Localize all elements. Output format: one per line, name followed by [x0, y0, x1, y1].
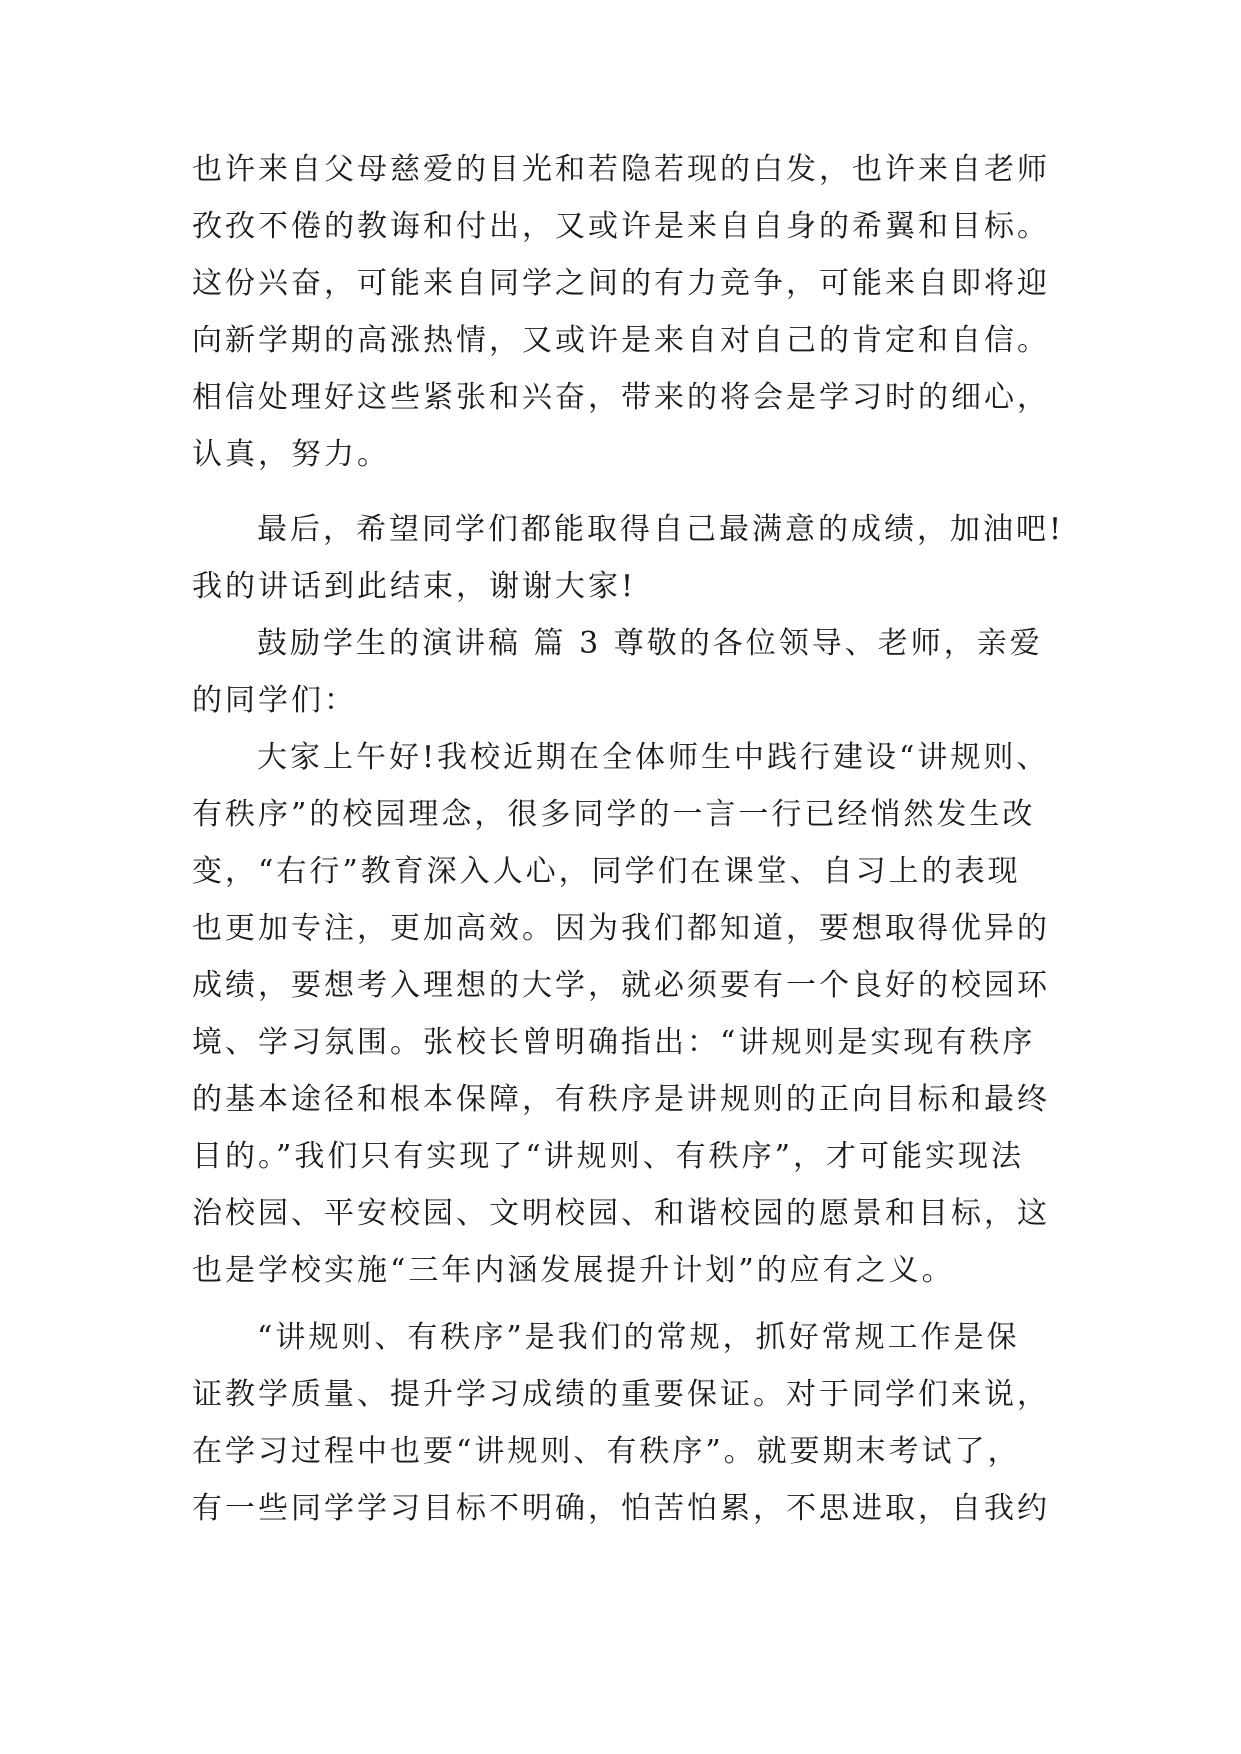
- paragraph-line: 的基本途径和根本保障，有秩序是讲规则的正向目标和最终: [192, 1082, 1050, 1117]
- paragraph-line: 也更加专注，更加高效。因为我们都知道，要想取得优异的: [192, 911, 1050, 946]
- paragraph-line: 我的讲话到此结束，谢谢大家!: [192, 569, 637, 604]
- paragraph-line: 成绩，要想考入理想的大学，就必须要有一个良好的校园环: [192, 968, 1050, 1003]
- paragraph-line: 也是学校实施“三年内涵发展提升计划”的应有之义。: [192, 1253, 955, 1288]
- paragraph-line: 在学习过程中也要“讲规则、有秩序”。就要期末考试了，: [192, 1434, 1021, 1469]
- paragraph-line: 有秩序”的校园理念，很多同学的一言一行已经悄然发生改: [192, 797, 1036, 832]
- paragraph-line: 也许来自父母慈爱的目光和若隐若现的白发，也许来自老师: [192, 152, 1050, 187]
- paragraph-line: “讲规则、有秩序”是我们的常规，抓好常规工作是保: [257, 1320, 1020, 1355]
- paragraph-line: 这份兴奋，可能来自同学之间的有力竞争，可能来自即将迎: [192, 266, 1050, 301]
- paragraph-line: 境、学习氛围。张校长曾明确指出：“讲规则是实现有秩序: [192, 1025, 1036, 1060]
- paragraph-line: 治校园、平安校园、文明校园、和谐校园的愿景和目标，这: [192, 1196, 1050, 1231]
- paragraph-line: 有一些同学学习目标不明确，怕苦怕累，不思进取，自我约: [192, 1491, 1050, 1526]
- paragraph-line: 大家上午好!我校近期在全体师生中践行建设“讲规则、: [257, 740, 1050, 775]
- paragraph-line: 向新学期的高涨热情，又或许是来自对自己的肯定和自信。: [192, 323, 1050, 358]
- paragraph-line: 目的。”我们只有实现了“讲规则、有秩序”，才可能实现法: [192, 1139, 1025, 1174]
- paragraph-line: 变，“右行”教育深入人心，同学们在课堂、自习上的表现: [192, 854, 1021, 889]
- paragraph-line: 证教学质量、提升学习成绩的重要保证。对于同学们来说，: [192, 1377, 1050, 1412]
- paragraph-line: 最后，希望同学们都能取得自己最满意的成绩，加油吧!: [257, 512, 1065, 547]
- paragraph-line: 相信处理好这些紧张和兴奋，带来的将会是学习时的细心，: [192, 380, 1050, 415]
- paragraph-line: 孜孜不倦的教诲和付出，又或许是来自自身的希翼和目标。: [192, 209, 1050, 244]
- paragraph-line: 认真，努力。: [192, 437, 390, 472]
- paragraph-line: 的同学们：: [192, 683, 357, 718]
- paragraph-line: 鼓励学生的演讲稿 篇 3 尊敬的各位领导、老师，亲爱: [257, 626, 1043, 661]
